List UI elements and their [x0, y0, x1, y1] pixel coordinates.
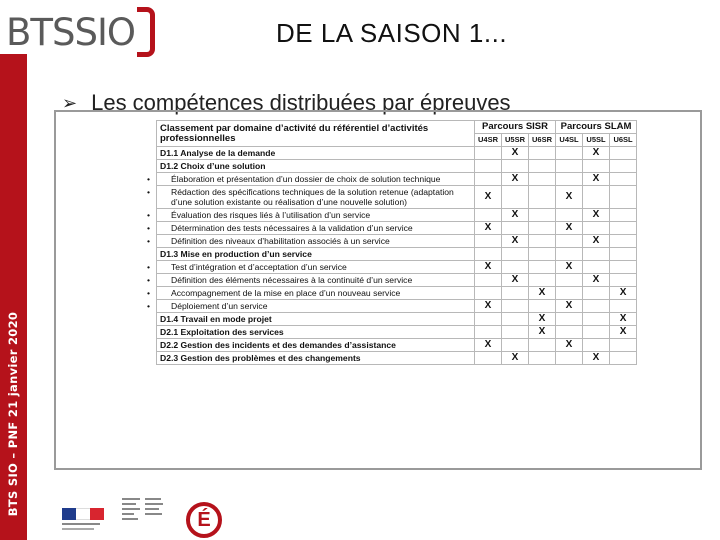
row-label: D2.1 Exploitation des services — [157, 326, 475, 339]
mark-cell: X — [610, 287, 637, 300]
row-label: D1.4 Travail en mode projet — [157, 313, 475, 326]
mark-cell: X — [583, 173, 610, 186]
mark-cell — [475, 274, 502, 287]
col-header: U6SR — [529, 134, 556, 147]
row-label: • Test d’intégration et d’acceptation d’un service — [157, 261, 475, 274]
mark-cell: X — [475, 186, 502, 209]
mark-cell — [529, 222, 556, 235]
education-e-logo: É — [186, 502, 222, 538]
table-row — [157, 261, 637, 274]
mark-cell — [610, 235, 637, 248]
mark-cell — [556, 235, 583, 248]
mark-cell: X — [529, 326, 556, 339]
mark-cell — [502, 248, 529, 261]
mark-cell: X — [556, 300, 583, 313]
row-label: • Rédaction des spécifications techniques de la solution retenue (adaptation d’une solution existante ou réalisation d’une nouvelle solution) — [157, 186, 475, 209]
table-row — [157, 173, 637, 186]
footer-logos — [62, 498, 222, 538]
mark-cell — [529, 173, 556, 186]
table-row — [157, 274, 637, 287]
group-header-slam: Parcours SLAM — [556, 121, 637, 134]
mark-cell: X — [583, 352, 610, 365]
mark-cell — [583, 339, 610, 352]
mark-cell — [610, 339, 637, 352]
mark-cell — [475, 248, 502, 261]
mark-cell — [610, 160, 637, 173]
mark-cell: X — [529, 287, 556, 300]
side-band-text: BTS SIO – PNF 21 janvier 2020 — [6, 311, 20, 517]
mark-cell — [475, 147, 502, 160]
mark-cell — [475, 352, 502, 365]
mark-cell — [475, 287, 502, 300]
col-header: U4SL — [556, 134, 583, 147]
mark-cell — [475, 235, 502, 248]
mark-cell: X — [583, 274, 610, 287]
table-row — [157, 209, 637, 222]
row-label: • Définition des niveaux d’habilitation associés à un service — [157, 235, 475, 248]
mark-cell — [610, 261, 637, 274]
table-row — [157, 222, 637, 235]
mark-cell — [475, 326, 502, 339]
mark-cell: X — [583, 209, 610, 222]
mark-cell — [475, 313, 502, 326]
table-header-title: Classement par domaine d’activité du référentiel d’activités professionnelles — [157, 121, 475, 147]
mark-cell — [529, 261, 556, 274]
mark-cell: X — [610, 313, 637, 326]
mark-cell — [529, 160, 556, 173]
republique-francaise-logo — [62, 508, 104, 538]
table-row — [157, 339, 637, 352]
mark-cell — [502, 287, 529, 300]
mark-cell: X — [610, 326, 637, 339]
bts-sio-logo — [6, 6, 155, 58]
mark-cell — [529, 235, 556, 248]
row-label: D1.3 Mise en production d’un service — [157, 248, 475, 261]
table-row — [157, 147, 637, 160]
mark-cell — [583, 326, 610, 339]
mark-cell: X — [475, 261, 502, 274]
mark-cell — [583, 300, 610, 313]
mark-cell — [502, 186, 529, 209]
bullet-text: Les compétences distribuées par épreuves — [91, 90, 511, 115]
table-row — [157, 287, 637, 300]
logo-text-bts: BTS — [6, 10, 75, 54]
group-header-sisr: Parcours SISR — [475, 121, 556, 134]
table-row — [157, 352, 637, 365]
mark-cell — [502, 261, 529, 274]
mark-cell: X — [556, 222, 583, 235]
mark-cell — [556, 147, 583, 160]
mark-cell: X — [556, 261, 583, 274]
mark-cell — [529, 248, 556, 261]
col-header: U6SL — [610, 134, 637, 147]
mark-cell — [610, 209, 637, 222]
mark-cell: X — [502, 209, 529, 222]
mark-cell — [529, 300, 556, 313]
table-row — [157, 160, 637, 173]
mark-cell — [556, 352, 583, 365]
mark-cell: X — [583, 147, 610, 160]
mark-cell — [610, 186, 637, 209]
row-label: • Déploiement d’un service — [157, 300, 475, 313]
mark-cell — [610, 147, 637, 160]
mark-cell: X — [529, 313, 556, 326]
mark-cell — [502, 160, 529, 173]
row-label: • Évaluation des risques liés à l’utilisation d’un service — [157, 209, 475, 222]
competences-table — [156, 120, 637, 365]
row-label: D1.2 Choix d’une solution — [157, 160, 475, 173]
logo-bracket-icon — [137, 7, 155, 57]
mark-cell — [583, 248, 610, 261]
table-row — [157, 248, 637, 261]
table-row — [157, 300, 637, 313]
mark-cell: X — [502, 147, 529, 160]
slide-title: DE LA SAISON 1... — [276, 18, 508, 48]
mark-cell — [583, 160, 610, 173]
mark-cell — [556, 248, 583, 261]
mark-cell — [502, 313, 529, 326]
mark-cell — [556, 209, 583, 222]
mark-cell: X — [502, 352, 529, 365]
row-label: D2.3 Gestion des problèmes et des changements — [157, 352, 475, 365]
mark-cell — [529, 209, 556, 222]
table-row — [157, 313, 637, 326]
mark-cell: X — [556, 339, 583, 352]
mark-cell — [475, 173, 502, 186]
mark-cell: X — [502, 274, 529, 287]
mark-cell — [583, 222, 610, 235]
col-header: U5SL — [583, 134, 610, 147]
mark-cell — [610, 274, 637, 287]
mark-cell — [556, 173, 583, 186]
mark-cell — [556, 274, 583, 287]
col-header: U4SR — [475, 134, 502, 147]
logo-text-sio: SIO — [74, 10, 136, 54]
mark-cell — [502, 326, 529, 339]
mark-cell — [583, 287, 610, 300]
mark-cell: X — [475, 300, 502, 313]
mark-cell — [529, 186, 556, 209]
mark-cell — [610, 248, 637, 261]
mark-cell: X — [475, 339, 502, 352]
mark-cell: X — [475, 222, 502, 235]
arrow-bullet-icon: ➢ — [62, 92, 78, 113]
mark-cell: X — [502, 173, 529, 186]
mark-cell — [475, 209, 502, 222]
row-label: D1.1 Analyse de la demande — [157, 147, 475, 160]
mark-cell — [610, 352, 637, 365]
mark-cell — [583, 261, 610, 274]
mark-cell — [610, 173, 637, 186]
mark-cell: X — [583, 235, 610, 248]
row-label: • Élaboration et présentation d’un dossier de choix de solution technique — [157, 173, 475, 186]
mark-cell — [556, 313, 583, 326]
mark-cell — [529, 352, 556, 365]
mark-cell: X — [502, 235, 529, 248]
ministry-logo — [122, 498, 168, 538]
row-label: D2.2 Gestion des incidents et des demandes d’assistance — [157, 339, 475, 352]
mark-cell — [556, 160, 583, 173]
row-label: • Définition des éléments nécessaires à la continuité d’un service — [157, 274, 475, 287]
mark-cell — [529, 147, 556, 160]
col-header: U5SR — [502, 134, 529, 147]
mark-cell — [502, 222, 529, 235]
mark-cell — [502, 339, 529, 352]
mark-cell — [610, 222, 637, 235]
mark-cell: X — [556, 186, 583, 209]
mark-cell — [583, 313, 610, 326]
mark-cell — [556, 326, 583, 339]
mark-cell — [583, 186, 610, 209]
mark-cell — [529, 339, 556, 352]
mark-cell — [610, 300, 637, 313]
table-row — [157, 326, 637, 339]
mark-cell — [475, 160, 502, 173]
mark-cell — [556, 287, 583, 300]
table-row — [157, 186, 637, 209]
row-label: • Accompagnement de la mise en place d’un nouveau service — [157, 287, 475, 300]
table-row — [157, 235, 637, 248]
mark-cell — [502, 300, 529, 313]
mark-cell — [529, 274, 556, 287]
row-label: • Détermination des tests nécessaires à la validation d’un service — [157, 222, 475, 235]
